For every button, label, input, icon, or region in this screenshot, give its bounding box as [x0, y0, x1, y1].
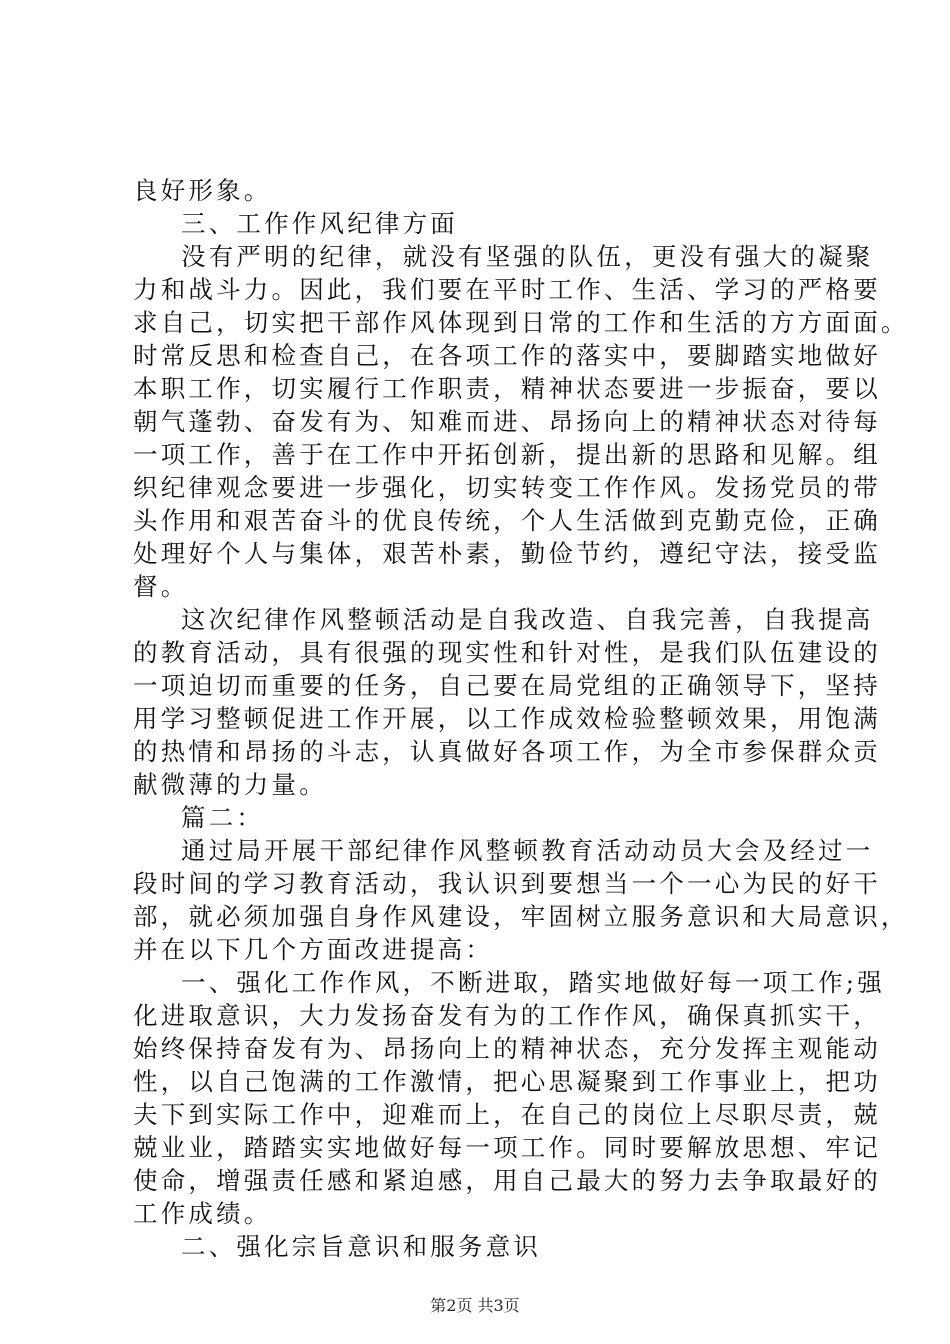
text-line: 求自己，切实把干部作风体现到日常的工作和生活的方方面面。	[133, 308, 909, 337]
text-line: 夫下到实际工作中，迎难而上，在自己的岗位上尽职尽责，兢	[133, 1100, 881, 1129]
text-line: 时常反思和检查自己，在各项工作的落实中，要脚踏实地做好	[133, 341, 881, 370]
text-line: 头作用和艰苦奋斗的优良传统，个人生活做到克勤克俭，正确	[133, 506, 881, 535]
text-line: 一项工作，善于在工作中开拓创新，提出新的思路和见解。组	[133, 440, 881, 469]
section-heading: 二、强化宗旨意识和服务意识	[181, 1232, 542, 1261]
text-line: 处理好个人与集体，艰苦朴素，勤俭节约，遵纪守法，接受监	[133, 539, 881, 568]
text-line: 的教育活动，具有很强的现实性和针对性，是我们队伍建设的	[133, 638, 881, 667]
section-heading: 三、工作作风纪律方面	[181, 209, 458, 238]
text-line: 并在以下几个方面改进提高：	[133, 935, 494, 964]
text-line: 用学习整顿促进工作开展，以工作成效检验整顿效果，用饱满	[133, 704, 881, 733]
text-line: 通过局开展干部纪律作风整顿教育活动动员大会及经过一	[181, 836, 874, 865]
text-line: 部，就必须加强自身作风建设，牢固树立服务意识和大局意识，	[133, 902, 909, 931]
text-line: 朝气蓬勃、奋发有为、知难而进、昂扬向上的精神状态对待每	[133, 407, 881, 436]
text-line: 一、强化工作作风，不断进取，踏实地做好每一项工作;强	[181, 968, 885, 997]
text-line: 督。	[133, 572, 189, 601]
text-line: 良好形象。	[133, 176, 272, 205]
text-line: 性，以自己饱满的工作激情，把心思凝聚到工作事业上，把功	[133, 1067, 881, 1096]
text-line: 兢业业，踏踏实实地做好每一项工作。同时要解放思想、牢记	[133, 1133, 881, 1162]
text-line: 化进取意识，大力发扬奋发有为的工作作风，确保真抓实干，	[133, 1001, 881, 1030]
text-line: 这次纪律作风整顿活动是自我改造、自我完善，自我提高	[181, 605, 874, 634]
text-line: 段时间的学习教育活动，我认识到要想当一个一心为民的好干	[133, 869, 881, 898]
text-line: 献微薄的力量。	[133, 770, 327, 799]
text-line: 工作成绩。	[133, 1199, 272, 1228]
section-heading: 篇二：	[181, 803, 265, 832]
text-line: 的热情和昂扬的斗志，认真做好各项工作，为全市参保群众贡	[133, 737, 881, 766]
text-line: 使命，增强责任感和紧迫感，用自己最大的努力去争取最好的	[133, 1166, 881, 1195]
page-footer: 第2页 共3页	[430, 1296, 520, 1315]
text-line: 织纪律观念要进一步强化，切实转变工作作风。发扬党员的带	[133, 473, 881, 502]
text-line: 本职工作，切实履行工作职责，精神状态要进一步振奋，要以	[133, 374, 881, 403]
text-line: 力和战斗力。因此，我们要在平时工作、生活、学习的严格要	[133, 275, 881, 304]
text-line: 没有严明的纪律，就没有坚强的队伍，更没有强大的凝聚	[181, 242, 874, 271]
text-line: 一项迫切而重要的任务，自己要在局党组的正确领导下，坚持	[133, 671, 881, 700]
text-line: 始终保持奋发有为、昂扬向上的精神状态，充分发挥主观能动	[133, 1034, 881, 1063]
